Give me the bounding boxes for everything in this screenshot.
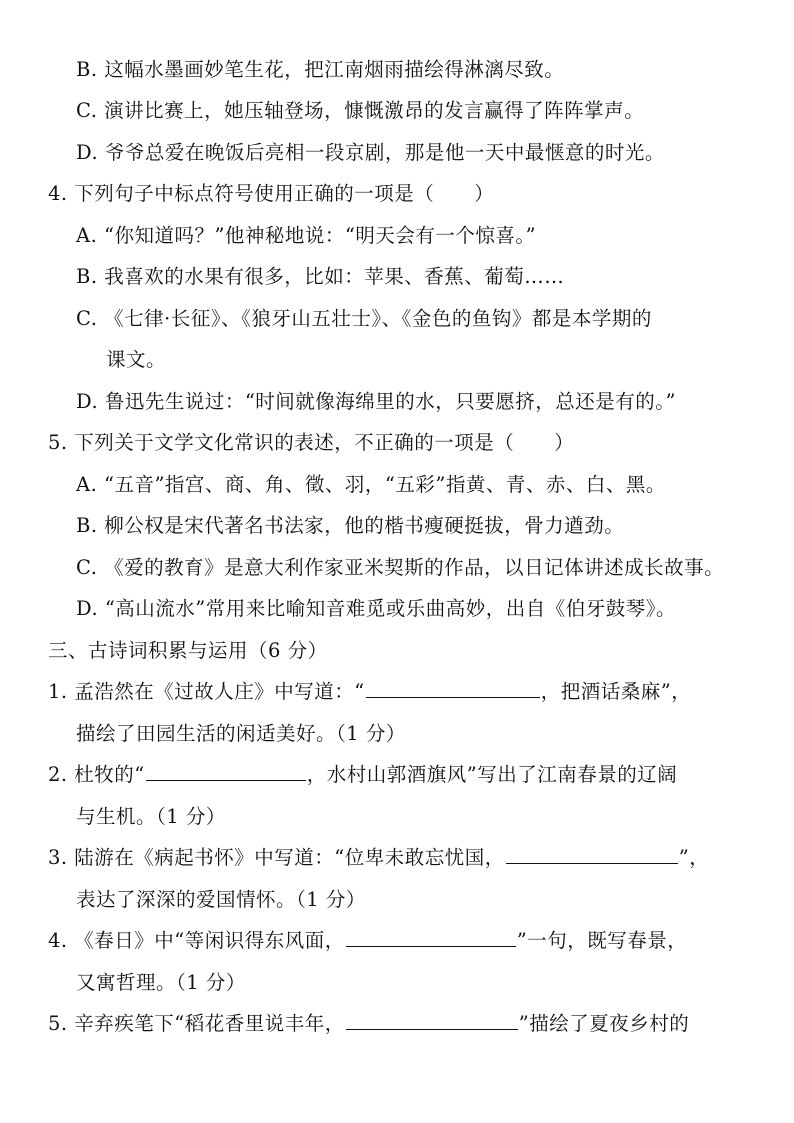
- q5-stem: 5. 下列关于文学文化常识的表述，不正确的一项是（ ）: [48, 431, 575, 454]
- q4-option-a: A. “你知道吗？”他神秘地说：“明天会有一个惊喜。”: [76, 224, 537, 247]
- q5-option-d: D. “高山流水”常用来比喻知音难觅或乐曲高妙，出自《伯牙鼓琴》。: [76, 597, 677, 620]
- poem-question-4: [48, 927, 687, 955]
- poem-q3-line2: 表达了深深的爱国情怀。（1 分）: [76, 888, 366, 911]
- q4-option-d: D. 鲁迅先生说过：“时间就像海绵里的水，只要愿挤，总还是有的。”: [76, 390, 677, 413]
- poem-question-2: [48, 761, 677, 789]
- q5-option-b: B. 柳公权是宋代著名书法家，他的楷书瘦硬挺拔，骨力遒劲。: [76, 514, 625, 537]
- q3-option-b: B. 这幅水墨画妙笔生花，把江南烟雨描绘得淋漓尽致。: [76, 58, 565, 81]
- q4-option-c-line1: C. 《七律·长征》、《狼牙山五壮士》、《金色的鱼钩》都是本学期的: [76, 307, 652, 330]
- q4-option-b: B. 我喜欢的水果有很多，比如：苹果、香蕉、葡萄……: [76, 265, 565, 288]
- poem-q5-answer-blank[interactable]: [346, 1011, 518, 1030]
- poem-q2-line2: 与生机。（1 分）: [76, 805, 226, 828]
- poem-q3-text-before: 3. 陆游在《病起书怀》中写道：“位卑未敢忘忧国，: [48, 846, 505, 869]
- q4-stem: 4. 下列句子中标点符号使用正确的一项是（ ）: [48, 182, 495, 205]
- poem-question-1: [48, 678, 691, 706]
- poem-q1-line2: 描绘了田园生活的闲适美好。（1 分）: [76, 722, 406, 745]
- poem-q4-text-after: ”一句，既写春景，: [516, 929, 688, 952]
- poem-q5-text-before: 5. 辛弃疾笔下“稻花香里说丰年，: [48, 1012, 345, 1035]
- section-3-title: 三、古诗词积累与运用（6 分）: [48, 639, 328, 662]
- poem-q1-text-before: 1. 孟浩然在《过故人庄》中写道：“: [48, 680, 365, 703]
- poem-question-5: [48, 1010, 689, 1038]
- poem-q3-answer-blank[interactable]: [506, 845, 678, 864]
- poem-q1-answer-blank[interactable]: [366, 679, 540, 698]
- q5-option-a: A. “五音”指宫、商、角、徵、羽，“五彩”指黄、青、赤、白、黑。: [76, 473, 666, 496]
- poem-q4-line2: 又寓哲理。（1 分）: [76, 971, 246, 994]
- poem-q2-text-before: 2. 杜牧的“: [48, 763, 145, 786]
- q3-option-d: D. 爷爷总爱在晚饭后亮相一段京剧，那是他一天中最惬意的时光。: [76, 141, 665, 164]
- poem-q3-text-after: ”，: [678, 846, 710, 869]
- poem-q2-answer-blank[interactable]: [146, 762, 306, 781]
- poem-q4-answer-blank[interactable]: [346, 928, 516, 947]
- q4-option-c-line2: 课文。: [106, 348, 167, 371]
- poem-q1-text-after: ，把酒话桑麻”，: [540, 680, 692, 703]
- poem-question-3: [48, 844, 709, 872]
- poem-q5-text-after: ”描绘了夏夜乡村的: [518, 1012, 690, 1035]
- q5-option-c: C. 《爱的教育》是意大利作家亚米契斯的作品，以日记体讲述成长故事。: [76, 556, 725, 579]
- q3-option-c: C. 演讲比赛上，她压轴登场，慷慨激昂的发言赢得了阵阵掌声。: [76, 99, 645, 122]
- poem-q4-text-before: 4. 《春日》中“等闲识得东风面，: [48, 929, 345, 952]
- poem-q2-text-after: ，水村山郭酒旗风”写出了江南春景的辽阔: [306, 763, 678, 786]
